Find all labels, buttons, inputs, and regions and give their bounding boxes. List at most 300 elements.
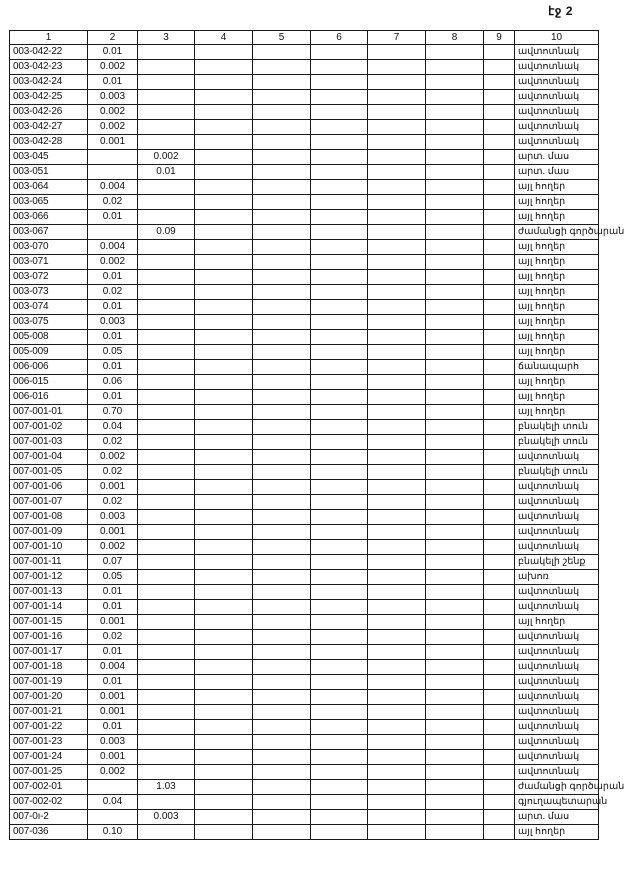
empty-col8-cell [426, 375, 484, 390]
parcel-code-cell: 007-001-03 [10, 435, 88, 450]
table-row [10, 540, 599, 555]
empty-col6-cell [311, 720, 368, 735]
empty-col6-cell [311, 90, 368, 105]
parcel-code-cell: 006-006 [10, 360, 88, 375]
area-col3-cell [138, 195, 195, 210]
empty-col7-cell [368, 480, 426, 495]
parcel-code-cell: 007-001-11 [10, 555, 88, 570]
empty-col5-cell [253, 795, 311, 810]
area-col3-cell [138, 660, 195, 675]
table-row [10, 135, 599, 150]
table-row [10, 315, 599, 330]
empty-col7-cell [368, 315, 426, 330]
area-col3-cell [138, 285, 195, 300]
empty-col9-cell [484, 60, 515, 75]
empty-col5-cell [253, 285, 311, 300]
area-col2-cell: 0.001 [88, 705, 138, 720]
empty-col6-cell [311, 555, 368, 570]
empty-col6-cell [311, 705, 368, 720]
empty-col6-cell [311, 735, 368, 750]
empty-col6-cell [311, 330, 368, 345]
empty-col7-cell [368, 300, 426, 315]
area-col2-cell: 0.02 [88, 285, 138, 300]
area-col3-cell: 0.09 [138, 225, 195, 240]
empty-col6-cell [311, 630, 368, 645]
empty-col6-cell [311, 390, 368, 405]
empty-col4-cell [195, 120, 253, 135]
empty-col5-cell [253, 705, 311, 720]
empty-col9-cell [484, 75, 515, 90]
area-col2-cell: 0.02 [88, 435, 138, 450]
empty-col5-cell [253, 75, 311, 90]
empty-col8-cell [426, 315, 484, 330]
area-col3-cell [138, 720, 195, 735]
empty-col4-cell [195, 615, 253, 630]
parcel-code-cell: 007-001-13 [10, 585, 88, 600]
area-col3-cell [138, 615, 195, 630]
table-row [10, 105, 599, 120]
empty-col8-cell [426, 630, 484, 645]
empty-col8-cell [426, 615, 484, 630]
area-col2-cell: 0.70 [88, 405, 138, 420]
empty-col8-cell [426, 390, 484, 405]
empty-col4-cell [195, 150, 253, 165]
empty-col9-cell [484, 255, 515, 270]
table-row [10, 255, 599, 270]
empty-col7-cell [368, 660, 426, 675]
empty-col8-cell [426, 720, 484, 735]
empty-col5-cell [253, 630, 311, 645]
empty-col5-cell [253, 150, 311, 165]
empty-col7-cell [368, 645, 426, 660]
empty-col8-cell [426, 180, 484, 195]
empty-col5-cell [253, 570, 311, 585]
empty-col6-cell [311, 240, 368, 255]
empty-col4-cell [195, 360, 253, 375]
empty-col4-cell [195, 405, 253, 420]
empty-col5-cell [253, 645, 311, 660]
area-col3-cell: 0.003 [138, 810, 195, 825]
area-col2-cell: 0.01 [88, 585, 138, 600]
table-row [10, 810, 599, 825]
empty-col7-cell [368, 570, 426, 585]
table-row [10, 450, 599, 465]
empty-col8-cell [426, 540, 484, 555]
area-col3-cell [138, 435, 195, 450]
empty-col7-cell [368, 60, 426, 75]
empty-col5-cell [253, 390, 311, 405]
land-use-cell: ավտոտնակ [515, 765, 599, 780]
empty-col6-cell [311, 645, 368, 660]
area-col3-cell [138, 510, 195, 525]
empty-col9-cell [484, 315, 515, 330]
land-use-cell: ժամանցի գործարան [515, 780, 599, 795]
parcel-code-cell: 007-001-09 [10, 525, 88, 540]
table-row [10, 645, 599, 660]
area-col3-cell [138, 480, 195, 495]
land-use-cell: արտ. մաս [515, 165, 599, 180]
empty-col7-cell [368, 705, 426, 720]
empty-col9-cell [484, 210, 515, 225]
land-use-cell: ավտոտնակ [515, 540, 599, 555]
empty-col8-cell [426, 750, 484, 765]
empty-col7-cell [368, 210, 426, 225]
area-col2-cell: 0.07 [88, 555, 138, 570]
table-row [10, 45, 599, 60]
empty-col8-cell [426, 495, 484, 510]
empty-col4-cell [195, 690, 253, 705]
area-col2-cell: 0.02 [88, 465, 138, 480]
parcel-code-cell: 003-065 [10, 195, 88, 210]
parcel-code-cell: 007-001-01 [10, 405, 88, 420]
empty-col9-cell [484, 555, 515, 570]
empty-col5-cell [253, 225, 311, 240]
area-col2-cell: 0.004 [88, 180, 138, 195]
empty-col8-cell [426, 135, 484, 150]
area-col2-cell: 0.01 [88, 390, 138, 405]
page-number-label: էջ 2 [548, 4, 573, 18]
parcel-code-cell: 003-067 [10, 225, 88, 240]
empty-col7-cell [368, 270, 426, 285]
table-row [10, 510, 599, 525]
table-row [10, 630, 599, 645]
area-col3-cell: 0.01 [138, 165, 195, 180]
empty-col9-cell [484, 765, 515, 780]
table-row [10, 570, 599, 585]
land-use-cell: այլ հողեր [515, 315, 599, 330]
land-use-cell: ավտոտնակ [515, 675, 599, 690]
land-use-cell: ժամանցի գործարան [515, 225, 599, 240]
empty-col7-cell [368, 495, 426, 510]
parcel-code-cell: 006-015 [10, 375, 88, 390]
area-col3-cell [138, 420, 195, 435]
empty-col8-cell [426, 210, 484, 225]
table-row [10, 615, 599, 630]
empty-col9-cell [484, 90, 515, 105]
empty-col6-cell [311, 615, 368, 630]
area-col3-cell [138, 75, 195, 90]
empty-col8-cell [426, 780, 484, 795]
empty-col8-cell [426, 465, 484, 480]
empty-col5-cell [253, 165, 311, 180]
area-col3-cell [138, 270, 195, 285]
area-col2-cell: 0.01 [88, 75, 138, 90]
empty-col9-cell [484, 360, 515, 375]
empty-col4-cell [195, 210, 253, 225]
area-col2-cell: 0.001 [88, 480, 138, 495]
parcel-code-cell: 007-001-05 [10, 465, 88, 480]
empty-col4-cell [195, 45, 253, 60]
empty-col4-cell [195, 60, 253, 75]
empty-col7-cell [368, 135, 426, 150]
empty-col6-cell [311, 795, 368, 810]
empty-col5-cell [253, 510, 311, 525]
empty-col4-cell [195, 480, 253, 495]
empty-col5-cell [253, 690, 311, 705]
area-col2-cell [88, 150, 138, 165]
area-col2-cell: 0.001 [88, 615, 138, 630]
area-col3-cell [138, 705, 195, 720]
area-col3-cell [138, 300, 195, 315]
table-row [10, 780, 599, 795]
empty-col4-cell [195, 330, 253, 345]
empty-col7-cell [368, 600, 426, 615]
area-col2-cell: 0.002 [88, 450, 138, 465]
empty-col6-cell [311, 210, 368, 225]
area-col2-cell: 0.003 [88, 735, 138, 750]
empty-col7-cell [368, 795, 426, 810]
column-header-8: 8 [426, 31, 484, 45]
empty-col6-cell [311, 780, 368, 795]
empty-col8-cell [426, 765, 484, 780]
parcel-code-cell: 007-001-06 [10, 480, 88, 495]
empty-col7-cell [368, 360, 426, 375]
empty-col4-cell [195, 285, 253, 300]
area-col3-cell [138, 135, 195, 150]
empty-col5-cell [253, 585, 311, 600]
empty-col7-cell [368, 765, 426, 780]
empty-col7-cell [368, 240, 426, 255]
empty-col7-cell [368, 825, 426, 840]
empty-col9-cell [484, 165, 515, 180]
empty-col4-cell [195, 570, 253, 585]
empty-col7-cell [368, 75, 426, 90]
table-row [10, 465, 599, 480]
empty-col9-cell [484, 450, 515, 465]
table-row [10, 150, 599, 165]
area-col2-cell: 0.05 [88, 570, 138, 585]
area-col3-cell [138, 180, 195, 195]
column-header-1: 1 [10, 31, 88, 45]
area-col3-cell: 1.03 [138, 780, 195, 795]
area-col3-cell [138, 120, 195, 135]
area-col2-cell: 0.02 [88, 495, 138, 510]
empty-col6-cell [311, 195, 368, 210]
empty-col7-cell [368, 345, 426, 360]
land-use-cell: բնակելի շենք [515, 555, 599, 570]
empty-col8-cell [426, 660, 484, 675]
table-row [10, 60, 599, 75]
empty-col5-cell [253, 480, 311, 495]
empty-col5-cell [253, 300, 311, 315]
land-use-cell: ավտոտնակ [515, 120, 599, 135]
empty-col4-cell [195, 660, 253, 675]
empty-col5-cell [253, 120, 311, 135]
parcel-code-cell: 003-071 [10, 255, 88, 270]
land-use-cell: արտ. մաս [515, 810, 599, 825]
empty-col6-cell [311, 120, 368, 135]
area-col3-cell [138, 585, 195, 600]
area-col3-cell [138, 375, 195, 390]
empty-col6-cell [311, 765, 368, 780]
land-register-table [9, 30, 624, 840]
table-row [10, 690, 599, 705]
empty-col9-cell [484, 330, 515, 345]
area-col3-cell [138, 390, 195, 405]
table-row [10, 825, 599, 840]
empty-col8-cell [426, 345, 484, 360]
empty-col5-cell [253, 60, 311, 75]
empty-col6-cell [311, 825, 368, 840]
empty-col9-cell [484, 465, 515, 480]
parcel-code-cell: 007-001-15 [10, 615, 88, 630]
empty-col7-cell [368, 255, 426, 270]
table-row [10, 360, 599, 375]
empty-col8-cell [426, 120, 484, 135]
area-col3-cell [138, 825, 195, 840]
area-col2-cell: 0.002 [88, 765, 138, 780]
empty-col6-cell [311, 690, 368, 705]
empty-col4-cell [195, 255, 253, 270]
parcel-code-cell: 007-001-08 [10, 510, 88, 525]
empty-col9-cell [484, 105, 515, 120]
land-use-cell: բնակելի տուն [515, 435, 599, 450]
area-col3-cell [138, 495, 195, 510]
table-row [10, 120, 599, 135]
land-use-cell: այլ հողեր [515, 285, 599, 300]
empty-col7-cell [368, 105, 426, 120]
empty-col4-cell [195, 75, 253, 90]
empty-col8-cell [426, 420, 484, 435]
area-col2-cell: 0.05 [88, 345, 138, 360]
parcel-code-cell: 003-051 [10, 165, 88, 180]
area-col3-cell [138, 405, 195, 420]
parcel-code-cell: 003-066 [10, 210, 88, 225]
table-row [10, 495, 599, 510]
parcel-code-cell: 003-042-22 [10, 45, 88, 60]
area-col2-cell: 0.01 [88, 720, 138, 735]
empty-col9-cell [484, 510, 515, 525]
area-col3-cell [138, 450, 195, 465]
empty-col7-cell [368, 735, 426, 750]
area-col3-cell [138, 645, 195, 660]
table-row [10, 420, 599, 435]
empty-col9-cell [484, 690, 515, 705]
land-use-cell: այլ հողեր [515, 405, 599, 420]
empty-col4-cell [195, 180, 253, 195]
empty-col8-cell [426, 300, 484, 315]
parcel-code-cell: 007-001-19 [10, 675, 88, 690]
land-use-cell: այլ հողեր [515, 180, 599, 195]
empty-col8-cell [426, 90, 484, 105]
table-row [10, 75, 599, 90]
area-col3-cell [138, 630, 195, 645]
empty-col4-cell [195, 195, 253, 210]
table-row [10, 720, 599, 735]
area-col2-cell: 0.004 [88, 240, 138, 255]
land-use-cell: բնակելի տուն [515, 465, 599, 480]
land-use-cell: ավտոտնակ [515, 510, 599, 525]
empty-col6-cell [311, 315, 368, 330]
parcel-code-cell: 007-001-25 [10, 765, 88, 780]
table-row [10, 405, 599, 420]
empty-col6-cell [311, 480, 368, 495]
area-col3-cell [138, 765, 195, 780]
parcel-code-cell: 007-001-24 [10, 750, 88, 765]
land-use-cell: ավտոտնակ [515, 600, 599, 615]
empty-col6-cell [311, 600, 368, 615]
parcel-code-cell: 005-008 [10, 330, 88, 345]
empty-col8-cell [426, 570, 484, 585]
empty-col7-cell [368, 330, 426, 345]
empty-col7-cell [368, 780, 426, 795]
empty-col5-cell [253, 435, 311, 450]
empty-col5-cell [253, 720, 311, 735]
empty-col7-cell [368, 465, 426, 480]
column-header-7: 7 [368, 31, 426, 45]
land-use-cell: այլ հողեր [515, 240, 599, 255]
empty-col6-cell [311, 540, 368, 555]
area-col2-cell: 0.002 [88, 540, 138, 555]
empty-col6-cell [311, 225, 368, 240]
empty-col5-cell [253, 810, 311, 825]
table-row [10, 210, 599, 225]
empty-col4-cell [195, 600, 253, 615]
empty-col4-cell [195, 90, 253, 105]
empty-col5-cell [253, 90, 311, 105]
empty-col9-cell [484, 300, 515, 315]
land-use-cell: ավտոտնակ [515, 525, 599, 540]
parcel-code-cell: 003-074 [10, 300, 88, 315]
empty-col7-cell [368, 120, 426, 135]
empty-col8-cell [426, 555, 484, 570]
column-header-5: 5 [253, 31, 311, 45]
land-use-cell: ավտոտնակ [515, 645, 599, 660]
area-col3-cell [138, 255, 195, 270]
empty-col6-cell [311, 45, 368, 60]
empty-col6-cell [311, 375, 368, 390]
land-use-cell: արտ. մաս [515, 150, 599, 165]
parcel-code-cell: 007-001-18 [10, 660, 88, 675]
area-col2-cell: 0.01 [88, 600, 138, 615]
empty-col7-cell [368, 405, 426, 420]
empty-col9-cell [484, 585, 515, 600]
parcel-code-cell: 003-042-27 [10, 120, 88, 135]
empty-col4-cell [195, 765, 253, 780]
empty-col8-cell [426, 600, 484, 615]
empty-col6-cell [311, 525, 368, 540]
header-row [10, 31, 599, 45]
area-col2-cell: 0.04 [88, 795, 138, 810]
table-row [10, 165, 599, 180]
land-use-cell: բնակելի տուն [515, 420, 599, 435]
area-col2-cell [88, 780, 138, 795]
area-col2-cell: 0.02 [88, 630, 138, 645]
empty-col6-cell [311, 345, 368, 360]
table-row [10, 525, 599, 540]
area-col2-cell: 0.06 [88, 375, 138, 390]
empty-col7-cell [368, 420, 426, 435]
empty-col4-cell [195, 240, 253, 255]
empty-col7-cell [368, 195, 426, 210]
empty-col8-cell [426, 285, 484, 300]
parcel-code-cell: 003-042-28 [10, 135, 88, 150]
empty-col8-cell [426, 645, 484, 660]
empty-col8-cell [426, 735, 484, 750]
empty-col9-cell [484, 150, 515, 165]
empty-col9-cell [484, 720, 515, 735]
empty-col4-cell [195, 720, 253, 735]
empty-col9-cell [484, 480, 515, 495]
empty-col6-cell [311, 255, 368, 270]
empty-col8-cell [426, 450, 484, 465]
empty-col5-cell [253, 270, 311, 285]
empty-col5-cell [253, 105, 311, 120]
empty-col7-cell [368, 630, 426, 645]
empty-col8-cell [426, 255, 484, 270]
area-col3-cell [138, 315, 195, 330]
land-use-cell: այլ հողեր [515, 255, 599, 270]
